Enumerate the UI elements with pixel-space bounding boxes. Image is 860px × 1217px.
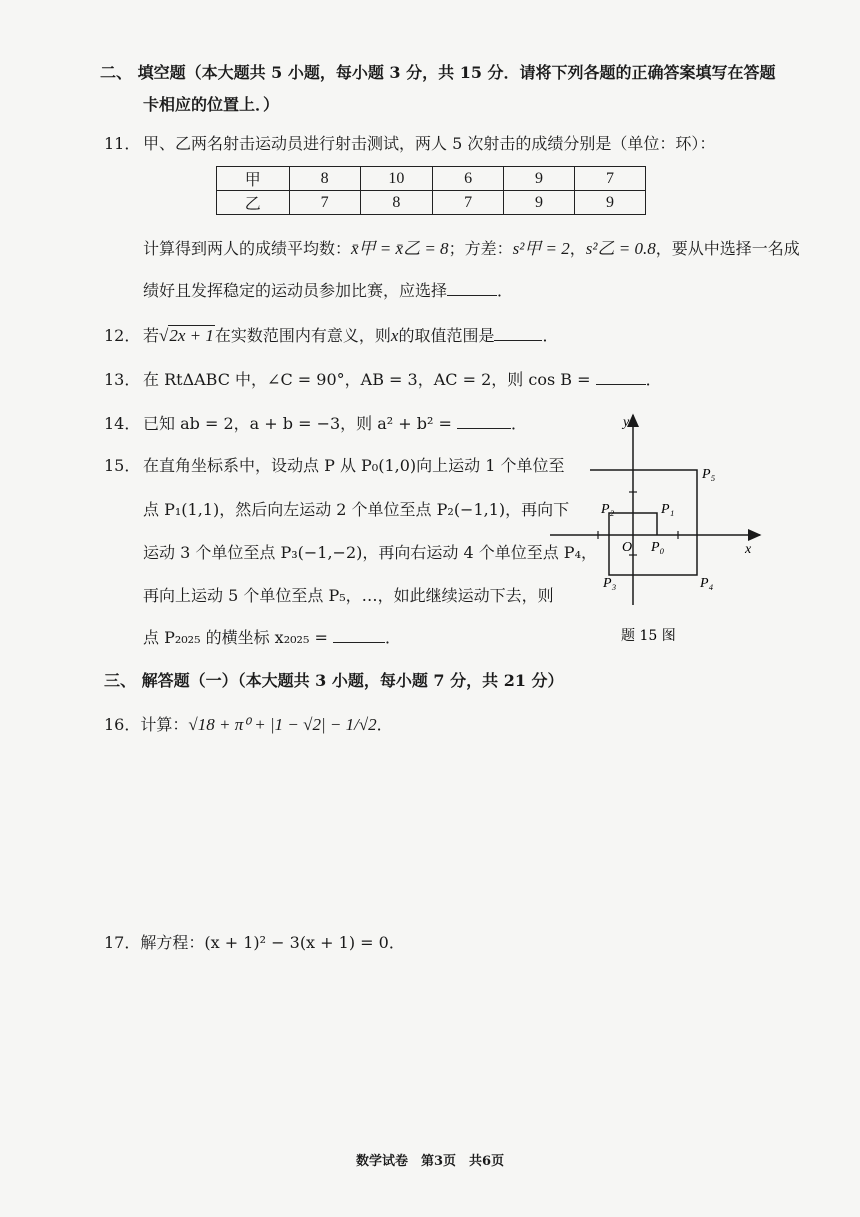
table-cell: 6 xyxy=(433,167,504,191)
table-cell: 甲 xyxy=(217,167,290,191)
table-cell: 8 xyxy=(289,167,360,191)
q13-number: 13． xyxy=(104,370,141,389)
table-cell: 9 xyxy=(504,191,575,215)
variance-b: s²乙 = 0.8 xyxy=(585,239,656,258)
q12-radicand: 2x + 1 xyxy=(169,326,214,345)
q15-line4: 再向上运动 5 个单位至点 P₅，…，如此继续运动下去，则 xyxy=(143,586,554,605)
table-cell: 9 xyxy=(575,191,646,215)
q11-line2-a: 计算得到两人的成绩平均数： xyxy=(143,239,352,258)
spiral-path xyxy=(590,470,697,575)
section-3-heading: 三、 解答题（一）（本大题共 3 小题，每小题 7 分，共 21 分） xyxy=(104,671,564,690)
q12-text: 若√2x + 1在实数范围内有意义，则x的取值范围是 ． xyxy=(143,326,559,345)
variance-a: s²甲 = 2 xyxy=(512,239,570,258)
label-p1: P₁ xyxy=(661,502,675,517)
q17-number: 17． xyxy=(104,933,141,952)
q12-pre: 若 xyxy=(143,326,160,345)
q11-text: 甲、乙两名射击运动员进行射击测试，两人 5 次射击的成绩分别是（单位：环）： xyxy=(143,134,716,153)
figure-15 xyxy=(545,400,775,645)
q13-text: 在 RtΔABC 中，∠C = 90°，AB = 3，AC = 2，则 cos B = xyxy=(143,370,591,389)
q15-line1: 在直角坐标系中，设动点 P 从 P₀(1,0)向上运动 1 个单位至 xyxy=(143,456,565,475)
answer-blank[interactable] xyxy=(457,414,511,429)
answer-blank[interactable] xyxy=(494,326,542,341)
q16-expression: √18 + π⁰ + |1 − √2| − 1/√2 xyxy=(188,715,377,734)
answer-blank[interactable] xyxy=(596,370,646,385)
table-cell: 7 xyxy=(575,167,646,191)
origin-label: O xyxy=(622,540,633,555)
x-axis-label: x xyxy=(745,542,752,557)
q16-end: ． xyxy=(376,715,393,734)
q15-number: 15． xyxy=(104,456,141,475)
q12-post2: 的取值范围是 xyxy=(398,326,495,345)
q11-line3-text: 绩好且发挥稳定的运动员参加比赛，应选择 xyxy=(143,281,448,300)
q17-text: 解方程：(x + 1)² − 3(x + 1) = 0． xyxy=(140,933,405,952)
q11-line2-b: ；方差： xyxy=(448,239,513,258)
table-cell: 10 xyxy=(360,167,433,191)
q15-line5-text: 点 P₂₀₂₅ 的横坐标 x₂₀₂₅ = xyxy=(143,628,328,647)
figure-caption: 题 15 图 xyxy=(621,628,676,644)
table-cell: 乙 xyxy=(217,191,290,215)
q14-line: 已知 ab = 2，a + b = −3，则 a² + b² = ． xyxy=(143,414,528,433)
label-p3: P₃ xyxy=(603,576,617,591)
q17-line xyxy=(104,930,405,953)
table-row xyxy=(217,167,646,191)
label-p2: P₂ xyxy=(601,502,615,517)
q16-line xyxy=(104,712,393,735)
q12-number: 12． xyxy=(104,326,141,345)
label-p5: P₅ xyxy=(702,467,716,482)
answer-blank[interactable] xyxy=(447,281,497,296)
q11-line3: 绩好且发挥稳定的运动员参加比赛，应选择 ． xyxy=(143,281,514,300)
score-table xyxy=(216,166,646,215)
q14-number: 14． xyxy=(104,414,141,433)
q16-number: 16． xyxy=(104,715,141,734)
q11-line2: 计算得到两人的成绩平均数：x̄甲 = x̄乙 = 8；方差：s²甲 = 2，s²乙 = 0.8，要从中选择一名成 xyxy=(143,239,800,258)
label-p4: P₄ xyxy=(700,576,714,591)
q15-line2: 点 P₁(1,1)，然后向左运动 2 个单位至点 P₂(−1,1)，再向下 xyxy=(143,500,570,519)
mean-expression: x̄甲 = x̄乙 = 8 xyxy=(351,239,449,258)
y-axis-label: y xyxy=(623,415,630,430)
q12-post: 在实数范围内有意义，则 xyxy=(214,326,391,345)
table-cell: 7 xyxy=(289,191,360,215)
table-cell: 8 xyxy=(360,191,433,215)
q15-line5: 点 P₂₀₂₅ 的横坐标 x₂₀₂₅ = ． xyxy=(143,628,401,647)
table-cell: 9 xyxy=(504,167,575,191)
q11-number: 11． xyxy=(104,134,141,153)
section-2-heading: 二、 填空题（本大题共 5 小题，每小题 3 分，共 15 分．请将下列各题的正确答案填写在答题 xyxy=(100,63,776,82)
table-cell: 7 xyxy=(433,191,504,215)
q12-var: x xyxy=(390,326,399,345)
q11-line2-c: ，要从中选择一名成 xyxy=(655,239,800,258)
section-2-heading-cont: 卡相应的位置上．） xyxy=(143,95,280,114)
q15-line3: 运动 3 个单位至点 P₃(−1,−2)，再向右运动 4 个单位至点 P₄， xyxy=(143,543,597,562)
q14-text: 已知 ab = 2，a + b = −3，则 a² + b² = xyxy=(143,414,452,433)
answer-blank[interactable] xyxy=(333,628,385,643)
label-p0: P₀ xyxy=(651,540,665,555)
page-footer: 数学试卷 第3页 共6页 xyxy=(356,1154,505,1169)
q16-pre: 计算： xyxy=(140,715,189,734)
q13-line: 在 RtΔABC 中，∠C = 90°，AB = 3，AC = 2，则 cos B = ． xyxy=(143,370,662,389)
table-row xyxy=(217,191,646,215)
